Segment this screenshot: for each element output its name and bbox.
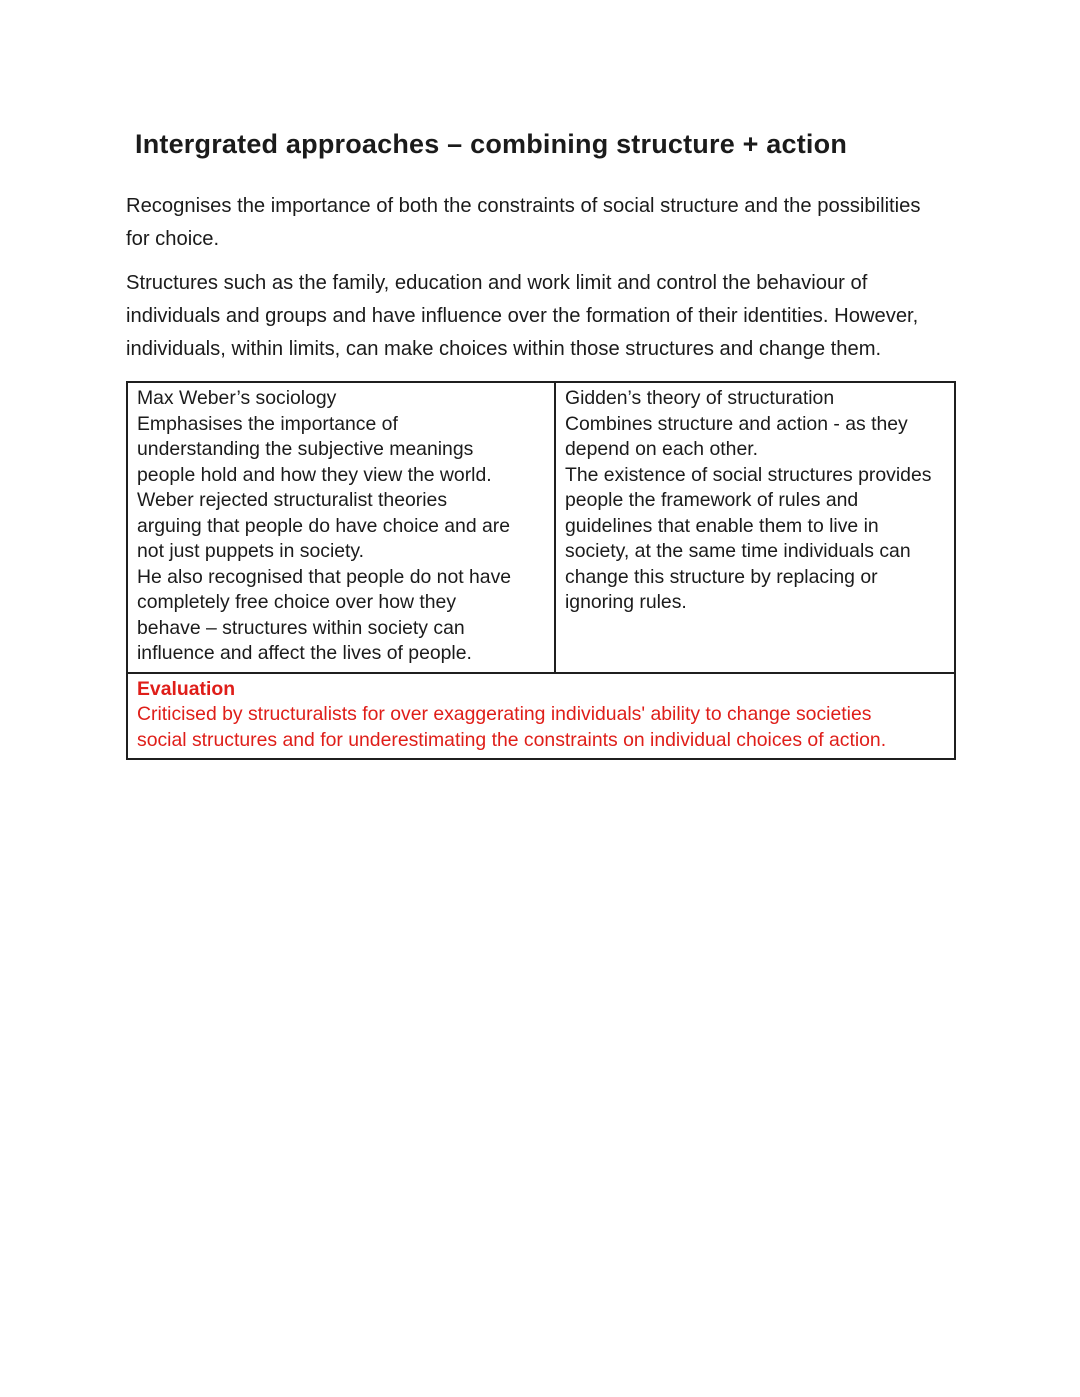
text-line: Recognises the importance of both the constraints of social structure and the possibilities bbox=[126, 195, 921, 217]
text-line: people hold and how they view the world. bbox=[137, 463, 492, 486]
theories-row bbox=[127, 382, 955, 673]
text-line: Gidden’s theory of structuration bbox=[565, 387, 835, 409]
weber-sociology-cell bbox=[127, 382, 555, 673]
text-line: arguing that people do have choice and are bbox=[137, 514, 511, 537]
text-line: society, at the same time individuals can bbox=[565, 540, 911, 562]
text-line: Structures such as the family, education and work limit and control the behaviour of bbox=[126, 272, 868, 294]
text-line: Max Weber’s sociology bbox=[137, 387, 337, 409]
document-title: Intergrated approaches – combining structure + action bbox=[135, 129, 848, 159]
text-line: The existence of social structures provides bbox=[565, 463, 932, 486]
comparison-table bbox=[126, 381, 956, 760]
text-line: change this structure by replacing or bbox=[565, 565, 878, 588]
evaluation-cell bbox=[127, 673, 955, 760]
text-line: individuals and groups and have influence over the formation of their identities. However, bbox=[126, 305, 919, 327]
text-line: understanding the subjective meanings bbox=[137, 438, 474, 460]
evaluation-heading: Evaluation bbox=[137, 677, 236, 700]
text-line: not just puppets in society. bbox=[137, 540, 365, 562]
text-line: completely free choice over how they bbox=[137, 591, 457, 613]
text-line: ignoring rules. bbox=[565, 591, 687, 613]
text-line: Combines structure and action - as they bbox=[565, 412, 908, 435]
intro-paragraph-2 bbox=[126, 267, 956, 366]
text-line: influence and affect the lives of people. bbox=[137, 642, 472, 664]
text-line: individuals, within limits, can make choices within those structures and change them. bbox=[126, 338, 882, 360]
text-line: social structures and for underestimating the constraints on individual choices of action. bbox=[137, 728, 887, 751]
giddens-structuration-cell bbox=[555, 382, 955, 673]
evaluation-text bbox=[137, 702, 946, 753]
text-line: behave – structures within society can bbox=[137, 616, 465, 639]
intro-paragraph-1 bbox=[126, 190, 956, 256]
text-line: Emphasises the importance of bbox=[137, 412, 398, 435]
text-line: He also recognised that people do not have bbox=[137, 565, 512, 588]
text-line: guidelines that enable them to live in bbox=[565, 514, 879, 537]
text-line: Criticised by structuralists for over exaggerating individuals' ability to change societies bbox=[137, 703, 872, 725]
document-page bbox=[126, 125, 956, 760]
text-line: depend on each other. bbox=[565, 438, 758, 460]
text-line: people the framework of rules and bbox=[565, 489, 859, 511]
text-line: for choice. bbox=[126, 228, 220, 250]
evaluation-row bbox=[127, 673, 955, 760]
text-line: Weber rejected structuralist theories bbox=[137, 489, 448, 511]
